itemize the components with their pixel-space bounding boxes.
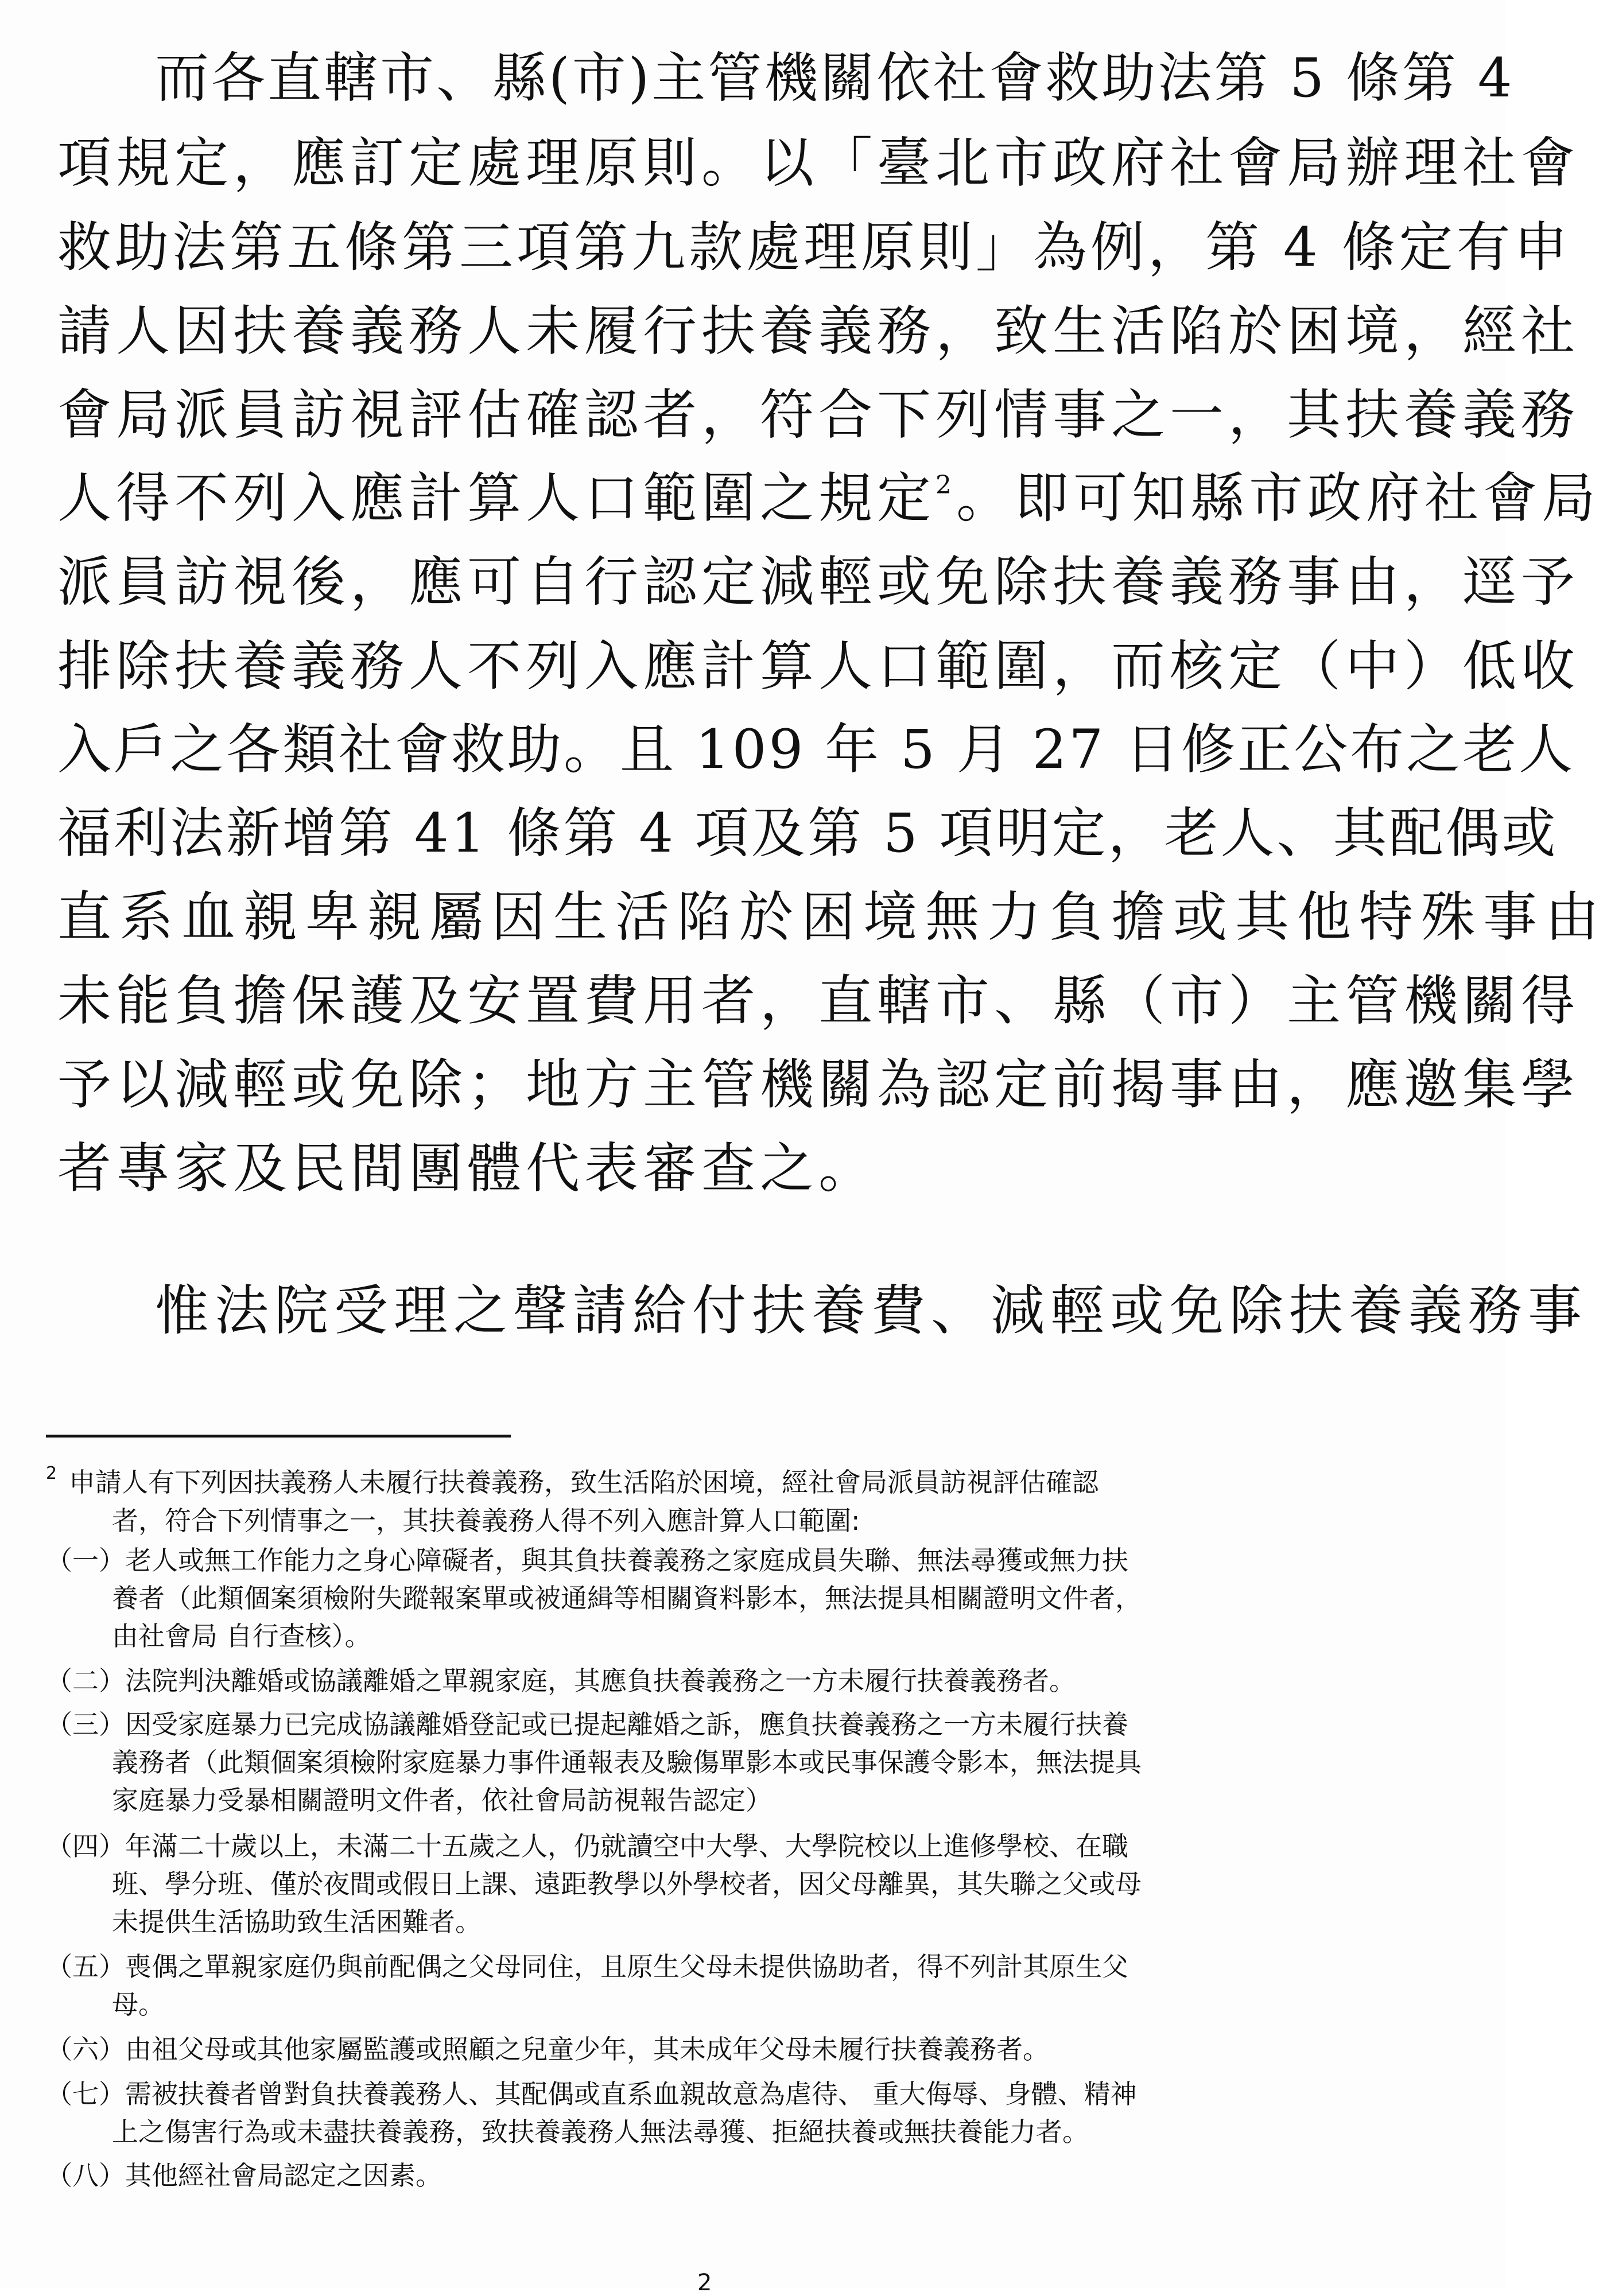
footnote-separator bbox=[46, 1435, 511, 1438]
body-line-1: 而各直轄市、縣(市)主管機關依社會救助法第 5 條第 4 bbox=[155, 47, 1515, 110]
body-line-5: 會局派員訪視評估確認者，符合下列情事之一，其扶養義務 bbox=[57, 384, 1580, 446]
body-line-11: 直系血親卑親屬因生活陷於困境無力負擔或其他特殊事由 bbox=[57, 886, 1607, 949]
footnote-item-7-cont-1: 上之傷害行為或未盡扶養義務，致扶養義務人無法尋獲、拒絕扶養或無扶養能力者。 bbox=[112, 2116, 1089, 2147]
body-line-15: 惟法院受理之聲請給付扶養費、減輕或免除扶養義務事 bbox=[155, 1280, 1588, 1342]
footnote-item-3-cont-1: 義務者（此類個案須檢附家庭暴力事件通報表及驗傷單影本或民事保護令影本，無法提具 bbox=[112, 1747, 1142, 1778]
footnote-item-7: （七）需被扶養者曾對負扶養義務人、其配偶或直系血親故意為虐待、 重大侮辱、身體、精神 bbox=[46, 2079, 1137, 2109]
body-line-7: 派員訪視後，應可自行認定減輕或免除扶養義務事由，逕予 bbox=[57, 551, 1580, 613]
footnote-item-5: （五）喪偶之單親家庭仍與前配偶之父母同住，且原生父母未提供協助者，得不列計其原生父 bbox=[46, 1951, 1128, 1982]
footnote-reference: 2 bbox=[936, 471, 957, 500]
footnote-item-4: （四）年滿二十歲以上，未滿二十五歲之人，仍就讀空中大學、大學院校以上進修學校、在職 bbox=[46, 1831, 1128, 1862]
footnote-line-2: 者，符合下列情事之一，其扶養義務人得不列入應計算人口範圍: bbox=[112, 1505, 860, 1536]
body-line-6-cont: 。即可知縣市政府社會局 bbox=[956, 467, 1601, 530]
body-line-9: 入戶之各類社會救助。且 109 年 5 月 27 日修正公布之老人 bbox=[57, 718, 1575, 781]
body-line-2: 項規定，應訂定處理原則。以「臺北市政府社會局辦理社會 bbox=[57, 132, 1580, 195]
body-line-6-text: 人得不列入應計算人口範圍之規定 bbox=[57, 467, 936, 530]
body-line-10: 福利法新增第 41 條第 4 項及第 5 項明定，老人、其配偶或 bbox=[57, 802, 1558, 865]
footnote-line-1: 申請人有下列因扶義務人未履行扶養義務，致生活陷於困境，經社會局派員訪視評估確認 bbox=[69, 1467, 1098, 1498]
page-number: 2 bbox=[697, 2270, 712, 2296]
footnote-item-1-cont-1: 養者（此類個案須檢附失蹤報案單或被通緝等相關資料影本，無法提具相關證明文件者， bbox=[112, 1583, 1142, 1614]
footnote-item-8: （八）其他經社會局認定之因素。 bbox=[46, 2160, 442, 2191]
footnote-item-5-cont-1: 母。 bbox=[112, 1989, 165, 2020]
footnote-item-6: （六）由祖父母或其他家屬監護或照顧之兒童少年，其未成年父母未履行扶養義務者。 bbox=[46, 2034, 1049, 2065]
footnote-item-3-cont-2: 家庭暴力受暴相關證明文件者，依社會局訪視報告認定） bbox=[112, 1785, 772, 1816]
footnote-mark: 2 bbox=[46, 1463, 57, 1483]
footnote-item-3: （三）因受家庭暴力已完成協議離婚登記或已提起離婚之訴，應負扶養義務之一方未履行扶養 bbox=[46, 1709, 1128, 1740]
body-line-4: 請人因扶養義務人未履行扶養義務，致生活陷於困境，經社 bbox=[57, 300, 1580, 363]
body-line-14: 者專家及民間團體代表審查之。 bbox=[57, 1137, 878, 1200]
body-line-3: 救助法第五條第三項第九款處理原則」為例，第 4 條定有申 bbox=[57, 216, 1571, 279]
body-line-12: 未能負擔保護及安置費用者，直轄市、縣（市）主管機關得 bbox=[57, 970, 1580, 1032]
body-line-8: 排除扶養義務人不列入應計算人口範圍，而核定（中）低收 bbox=[57, 635, 1580, 698]
footnote-item-1-cont-2: 由社會局 自行查核）。 bbox=[112, 1621, 371, 1652]
footnote-item-4-cont-2: 未提供生活協助致生活困難者。 bbox=[112, 1906, 482, 1937]
footnote-item-1: （一）老人或無工作能力之身心障礙者，與其負扶養義務之家庭成員失聯、無法尋獲或無力扶 bbox=[46, 1545, 1128, 1576]
body-line-13: 予以減輕或免除；地方主管機關為認定前揭事由，應邀集學 bbox=[57, 1054, 1580, 1116]
body-line-6 bbox=[57, 467, 1601, 530]
footnote-item-4-cont-1: 班、學分班、僅於夜間或假日上課、遠距教學以外學校者，因父母離異，其失聯之父或母 bbox=[112, 1868, 1142, 1899]
footnote-item-2: （二）法院判決離婚或協議離婚之單親家庭，其應負扶養義務之一方未履行扶養義務者。 bbox=[46, 1665, 1076, 1696]
